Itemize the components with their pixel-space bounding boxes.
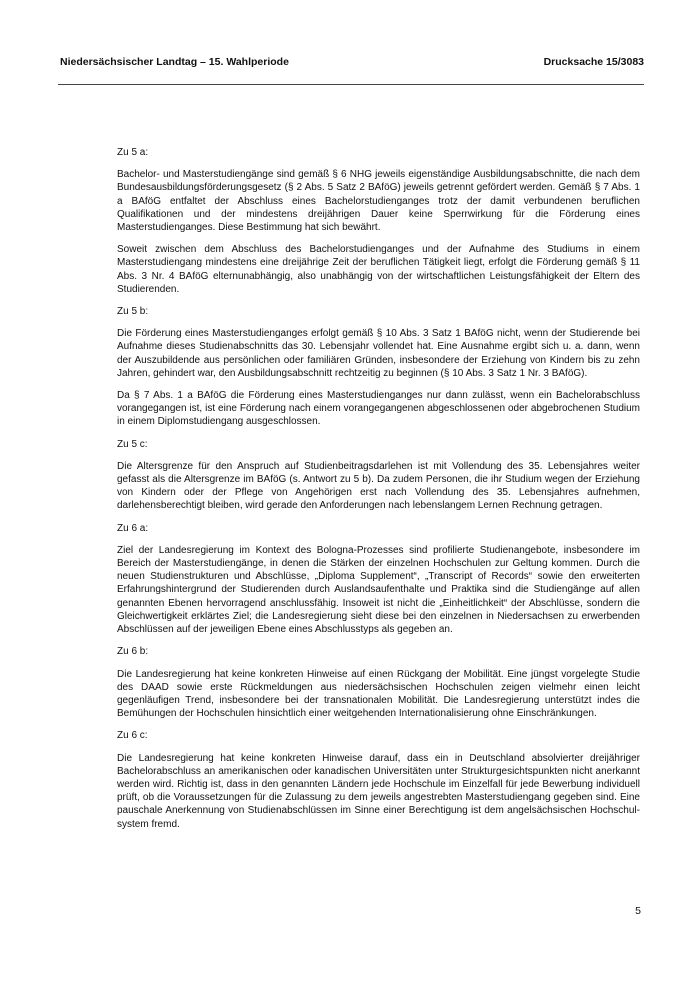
section-heading: Zu 6 a: (117, 522, 149, 534)
section-5c (117, 438, 640, 513)
section-heading: Zu 5 b: (117, 306, 149, 318)
paragraph: Da § 7 Abs. 1 a BAföG die Förderung eines Masterstudienganges nur dann zulässt, wenn ein Bachelorabschluss vorangegangen ist, ist eine Förderung nach einem vorangegangenen abgeschlossenen oder abgebrochenen Studium in einem Diplomstudiengang ausgeschlossen. (117, 390, 640, 428)
section-6a (117, 522, 640, 637)
section-heading: Zu 6 c: (117, 730, 148, 742)
paragraph: Soweit zwischen dem Abschluss des Bachelorstudienganges und der Aufnahme des Studiums in einem Masterstudiengang mindestens eine dreijährige Zeit der beruflichen Tätigkeit liegt, erfolgt die Förderung gemäß § 11 Abs. 3 Nr. 4 BAföG elternunabhängig, also unabhängig von der wirtschaftlichen Leistungsfähigkeit der Eltern des Studierenden. (117, 244, 640, 295)
paragraph: Die Landesregierung hat keine konkreten Hinweise darauf, dass ein in Deutschland absolvierter dreijähriger Bachelorabschluss an amerikanischen oder kanadischen Universitäten unter Strukturgesichtspunkten nicht anerkannt werden wird. Richtig ist, dass in den genannten Ländern jede Hochschule im Einzelfall für jede Bewerbung individuell prüft, ob die Voraussetzungen für die Zulassung zu dem jeweils angestrebten Masterstudiengang gegeben sind. Eine pauschale Anerkennung von Studienabschlüssen im Sinne einer Berechtigung ist dem angelsächsischen Hochschulsystem fremd. (117, 752, 640, 830)
section-5a (117, 146, 640, 296)
section-5b (117, 305, 640, 429)
page-header (60, 55, 644, 71)
paragraph: Die Landesregierung hat keine konkreten Hinweise auf einen Rückgang der Mobilität. Eine jüngst vorgelegte Studie des DAAD sowie erste Rückmeldungen aus niedersächsischen Hochschulen zeigen vielmehr einen leicht gegenläufigen Trend, insbesondere bei der transnationalen Mobilität. Die Landesregierung unterstützt indes die Bemühungen der Hochschulen hinsichtlich einer weitgehenden Internationalisierung ohne Einschränkungen. (117, 668, 640, 720)
paragraph: Bachelor- und Masterstudiengänge sind gemäß § 6 NHG jeweils eigenständige Ausbildungsabschnitte, die nach dem Bundesausbildungsförderungsgesetz (§ 2 Abs. 5 Satz 2 BAföG) jeweils getrennt gefördert werden. Gemäß § 7 Abs. 1 a BAföG entfaltet der Abschluss eines Bachelorstudienganges trotz der damit verbundenen beruflichen Qualifikationen und der mindestens dreijährigen Dauer keine Sperrwirkung für die Förderung eines Masterstudienganges. Diese Bestimmung hat sich bewährt. (117, 169, 640, 234)
header-divider (58, 84, 644, 85)
header-title: Niedersächsischer Landtag – 15. Wahlperiode (60, 56, 289, 68)
section-heading: Zu 5 c: (117, 438, 148, 450)
page-number: 5 (635, 905, 641, 917)
header-document-number: Drucksache 15/3083 (543, 56, 644, 68)
paragraph: Die Förderung eines Masterstudienganges erfolgt gemäß § 10 Abs. 3 Satz 1 BAföG nicht, wenn der Studierende bei Aufnahme dieses Studienabschnitts das 30. Lebensjahr vollendet hat. Eine Ausnahme ergibt sich u. a. dann, wenn der Auszubildende aus persönlichen oder familiären Gründen, insbesondere der Erziehung von Kindern bis zu zehn Jahren, gehindert war, den Ausbildungsabschnitt rechtzeitig zu beginnen (§ 10 Abs. 3 Satz 1 Nr. 3 BAföG). (117, 328, 640, 379)
section-6c (117, 729, 640, 830)
document-body (117, 146, 640, 840)
paragraph: Die Altersgrenze für den Anspruch auf Studienbeitragsdarlehen ist mit Vollendung des 35. Lebensjahres weiter gefasst als die Altersgrenze im BAföG (s. Antwort zu 5 b). Da zudem Personen, die ihr Studium wegen der Erziehung von Kindern oder der Pflege von Angehörigen erst nach Vollendung des 35. Lebensjahres aufnehmen, darlehensberechtigt bleiben, wird gerade den Anforderungen nach lebenslangem Lernen Rechnung getragen. (117, 460, 640, 512)
section-heading: Zu 5 a: (117, 147, 149, 158)
section-6b (117, 645, 640, 720)
paragraph: Ziel der Landesregierung im Kontext des Bologna-Prozesses sind profilierte Studienangebote, insbesondere im Bereich der Masterstudiengänge, in denen die Stärken der einzelnen Hochschulen zur Geltung kommen. Durch die neuen Studienstrukturen und Abschlüsse, „Diploma Supplement“, „Transcript of Records“ sowie den erweiterten Erfahrungshintergrund der Studierenden durch Auslandsaufenthalte und Praktika sind die Studiengänge auf allen genannten Ebenen hervorragend anschlussfähig. Insoweit ist nicht die „Einheitlichkeit“ der Abschlüsse, sondern die Gleichwertigkeit erklärtes Ziel; die Landesregierung sieht diese bei den einzelnen in Niedersachsen zu erwerbenden Abschlüssen auf der jeweiligen Ebene eines Abschlusstyps als gegeben an. (117, 544, 640, 636)
section-heading: Zu 6 b: (117, 646, 149, 658)
